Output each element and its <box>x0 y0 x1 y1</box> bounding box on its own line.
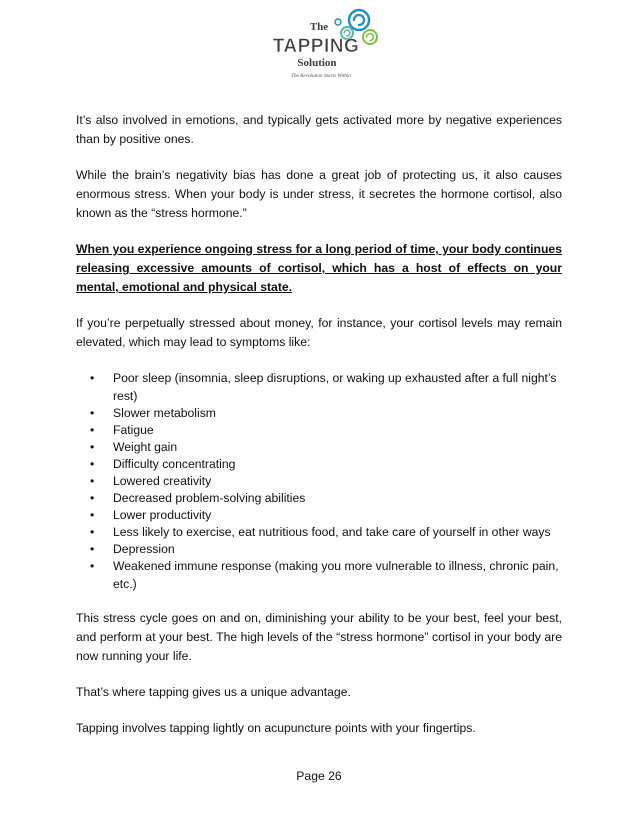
bullet-icon: • <box>90 542 95 556</box>
bullet-icon: • <box>90 406 95 420</box>
list-item-text: Fatigue <box>113 423 154 437</box>
paragraph-ongoing-stress: When you experience ongoing stress for a long period of time, your body continues releasing excessive amounts of cortisol, which has a host of effects on your mental, emotional and physical state. <box>76 242 562 294</box>
logo-tagline: The Revolution Starts Within <box>291 73 351 79</box>
list-item <box>76 455 562 473</box>
bullet-icon: • <box>90 474 95 488</box>
list-item-text: Less likely to exercise, eat nutritious food, and take care of yourself in other ways <box>113 525 551 539</box>
list-item-text: Poor sleep (insomnia, sleep disruptions, or waking up exhausted after a full night’s rest) <box>113 371 557 403</box>
page-number: Page 26 <box>296 769 342 783</box>
list-item-text: Weakened immune response (making you more vulnerable to illness, chronic pain, etc.) <box>113 559 559 591</box>
paragraph-money-stress: If you’re perpetually stressed about money, for instance, your cortisol levels may remain elevated, which may lead to symptoms like: <box>76 316 562 349</box>
list-item-text: Slower metabolism <box>113 406 216 420</box>
page-body <box>76 111 562 755</box>
list-item-text: Lowered creativity <box>113 474 212 488</box>
tapping-solution-logo <box>259 6 381 82</box>
bullet-icon: • <box>90 525 95 539</box>
bullet-icon: • <box>90 371 95 385</box>
bullet-icon: • <box>90 440 95 454</box>
list-item <box>76 421 562 439</box>
paragraph-negative-experiences: It’s also involved in emotions, and typically gets activated more by negative experiences than by positive ones. <box>76 113 562 146</box>
logo-line2: TAPPING <box>272 36 360 57</box>
list-item <box>76 523 562 541</box>
logo-graphic <box>259 6 381 82</box>
list-item-text: Weight gain <box>113 440 178 454</box>
list-item-text: Difficulty concentrating <box>113 457 236 471</box>
logo-line3: Solution <box>297 57 337 69</box>
bullet-icon: • <box>90 559 95 573</box>
list-item <box>76 489 562 507</box>
list-item <box>76 438 562 456</box>
paragraph-negativity-bias: While the brain’s negativity bias has done a great job of protecting us, it also causes enormous stress. When your body is under stress, it secretes the hormone cortisol, also known as the “stress hormone.” <box>76 168 562 220</box>
list-item <box>76 506 562 524</box>
symptom-list <box>76 369 562 593</box>
bullet-icon: • <box>90 491 95 505</box>
paragraph-stress-cycle: This stress cycle goes on and on, diminishing your ability to be your best, feel your best, and perform at your best. The high levels of the “stress hormone” cortisol in your body are now running your life. <box>76 611 562 663</box>
list-item <box>76 540 562 558</box>
list-item <box>76 472 562 490</box>
list-item-text: Lower productivity <box>113 508 212 522</box>
list-item-text: Decreased problem-solving abilities <box>113 491 306 505</box>
list-item <box>76 557 562 593</box>
list-item <box>76 369 562 405</box>
bullet-icon: • <box>90 457 95 471</box>
paragraph-unique-advantage: That’s where tapping gives us a unique advantage. <box>76 685 351 699</box>
paragraph-tapping-definition: Tapping involves tapping lightly on acupuncture points with your fingertips. <box>76 721 476 735</box>
list-item-text: Depression <box>113 542 175 556</box>
list-item <box>76 404 562 422</box>
logo-line1: The <box>309 21 329 33</box>
bullet-icon: • <box>90 423 95 437</box>
bullet-icon: • <box>90 508 95 522</box>
